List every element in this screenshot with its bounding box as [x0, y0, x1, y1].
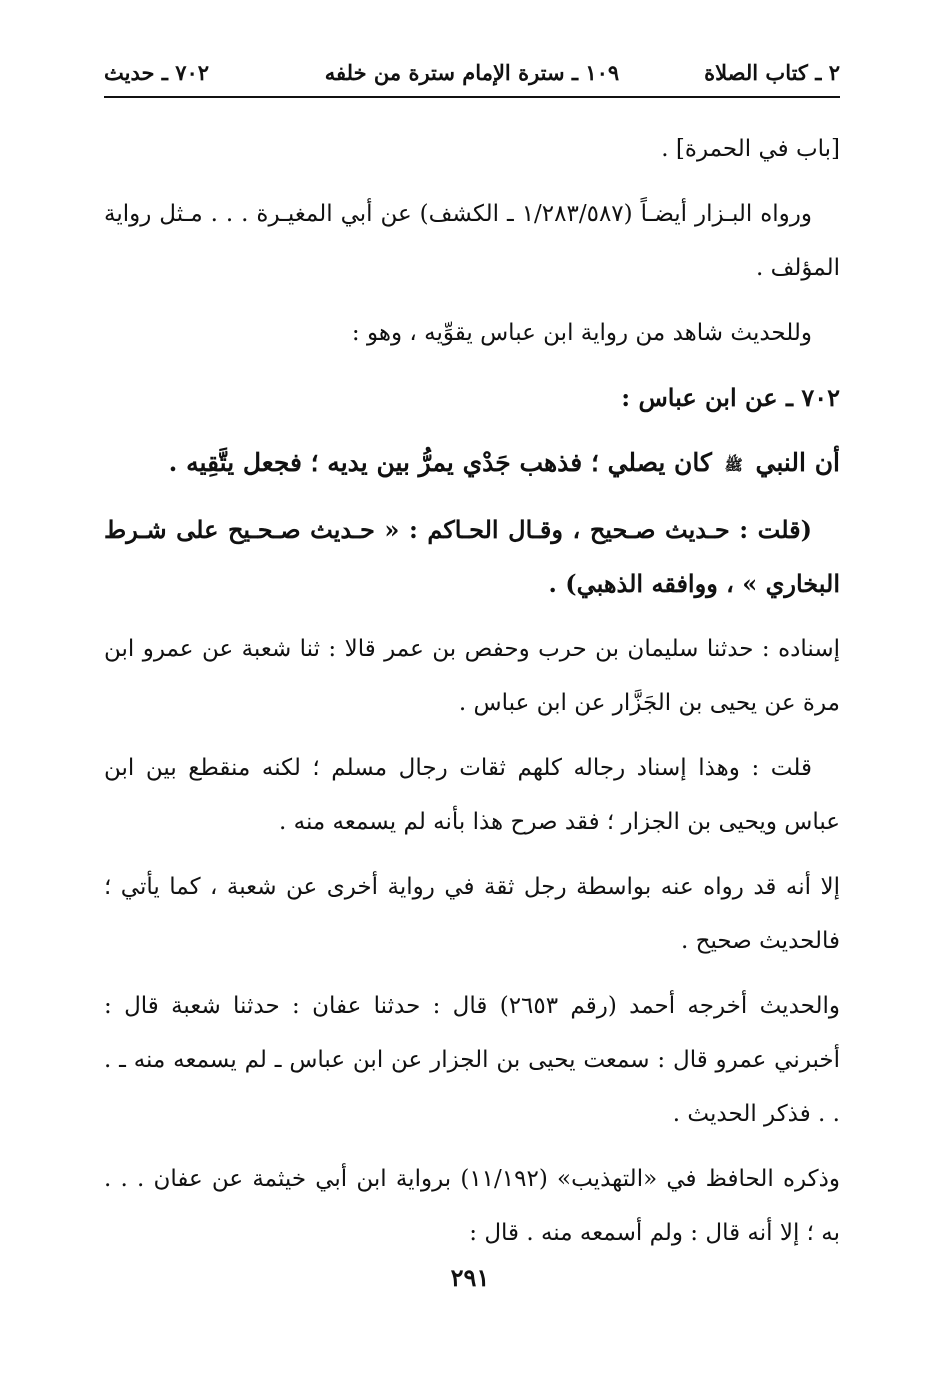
- hadith-text-end: كان يصلي ؛ فذهب جَدْي يمرُّ بين يديه ؛ فجعل يتَّقِيه .: [168, 448, 712, 477]
- paragraph-shahid: وللحديث شاهد من رواية ابن عباس يقوِّيه ، وهو :: [351, 320, 812, 346]
- page-number: ٢٩١: [450, 1263, 490, 1292]
- tahdhib-paragraph: وذكره الحافظ في «التهذيب» (١١/١٩٢) برواية ابن أبي خيثمة عن عفان . . . به ؛ إلا أنه قال : ولم أسمعه منه . قال :: [104, 1165, 840, 1246]
- header-hadith-number: ٧٠٢ ـ حديث: [104, 60, 210, 85]
- comment-paragraph: قلت : وهذا إسناد رجاله كلهم ثقات رجال مسلم ؛ لكنه منقطع بين ابن عباس ويحيى بن الجزار ؛ فقد صرح هذا بأنه لم يسمعه منه .: [104, 754, 840, 835]
- hadith-text-start: أن النبي: [755, 448, 840, 477]
- paragraph-bazzar: ورواه البـزار أيضـاً (١/٢٨٣/٥٨٧ ـ الكشف) عن أبي المغيـرة . . . مـثل رواية المؤلف .: [104, 201, 840, 281]
- conclusion-paragraph: إلا أنه قد رواه عنه بواسطة رجل ثقة في رواية أخرى عن شعبة ، كما يأتي ؛ فالحديث صحيح .: [104, 873, 840, 954]
- ahmad-paragraph: والحديث أخرجه أحمد (رقم ٢٦٥٣) قال : حدثنا عفان : حدثنا شعبة قال : أخبرني عمرو قال : سمعت يحيى بن الجزار عن ابن عباس ـ لم يسمعه منه ـ . . . فذكر الحديث .: [104, 992, 840, 1127]
- isnad-paragraph: إسناده : حدثنا سليمان بن حرب وحفص بن عمر قالا : ثنا شعبة عن عمرو ابن مرة عن يحيى بن الجَزَّار عن ابن عباس .: [104, 635, 840, 716]
- salutation-symbol: ﷺ: [724, 455, 743, 474]
- running-header: [104, 56, 840, 98]
- paragraph-bab: [باب في الحمرة] .: [661, 136, 840, 162]
- grading-paragraph: (قلت : حـديث صـحيح ، وقـال الحـاكم : « حـديث صـحـيح على شـرط البخاري » ، ووافقه الذهبي) .: [104, 514, 840, 598]
- hadith-heading: ٧٠٢ ـ عن ابن عباس :: [621, 383, 840, 412]
- hadith-text: [104, 436, 840, 492]
- header-section: ١٠٩ ـ سترة الإمام سترة من خلفه: [324, 60, 620, 85]
- header-chapter: ٢ ـ كتاب الصلاة: [704, 60, 840, 85]
- page-body: [104, 122, 840, 1271]
